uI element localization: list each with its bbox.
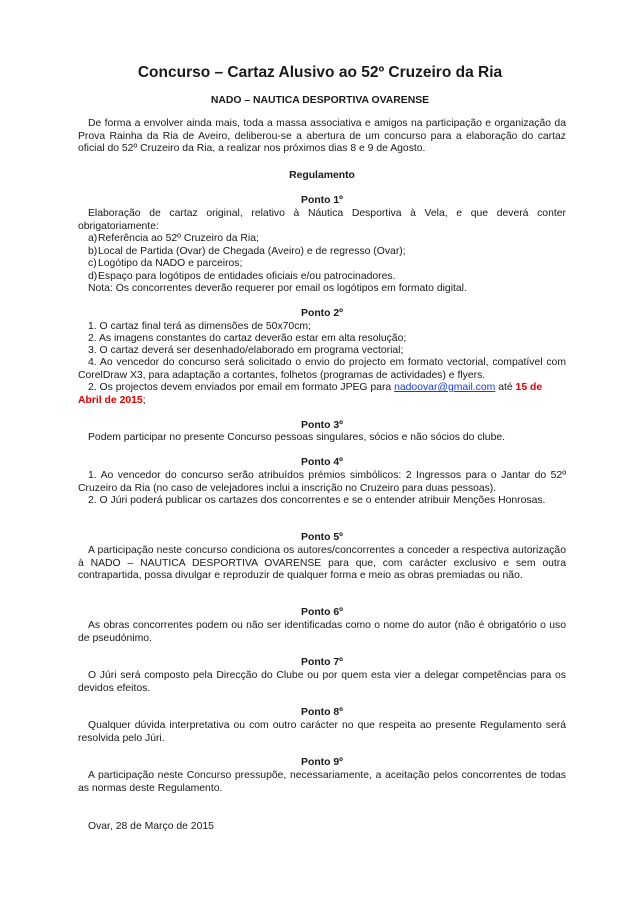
ponto-1-heading: Ponto 1º [301,195,343,206]
deadline-date: 15 de Abril de 2015 [78,382,543,406]
list-item-text: Local de Partida (Ovar) de Chegada (Aveiro) e de regresso (Ovar); [98,245,406,257]
ponto-8-text: Qualquer dúvida interpretativa ou com outro carácter no que respeita ao presente Regulamento será resolvida pelo Júri. [78,720,566,744]
ponto-2-item-3: 3. O cartaz deverá ser desenhado/elaborado em programa vectorial; [88,345,404,356]
list-item-text: Espaço para logótipos de entidades oficiais e/ou patrocinadores. [98,270,396,282]
intro-paragraph: De forma a envolver ainda mais, toda a massa associativa e amigos na participação e organização da Prova Rainha da Ria de Aveiro, deliberou-se a abertura de um concurso para a elaboração do cartaz oficial do 52º Cruzeiro da Ria, a realizar nos próximos dias 8 e 9 de Agosto. [78,118,566,154]
ponto-3-text: Podem participar no presente Concurso pessoas singulares, sócios e não sócios do clube. [88,432,506,443]
list-item-text: Referência ao 52º Cruzeiro da Ria; [98,233,259,244]
ponto-2-item-1: 1. O cartaz final terá as dimensões de 50x70cm; [88,321,311,332]
ponto-5-heading: Ponto 5º [301,532,343,543]
ponto-2-heading: Ponto 2º [301,308,343,319]
list-item [78,233,566,246]
footer-date: Ovar, 28 de Março de 2015 [88,821,214,832]
ponto-2-item-5-text: 2. Os projectos devem enviados por email em formato JPEG para [88,382,395,393]
list-marker: c) [88,258,97,269]
list-item [78,246,566,259]
ponto-9-text: A participação neste Concurso pressupõe, necessariamente, a aceitação pelos concorrentes de todas as normas deste Regulamento. [78,770,566,794]
ponto-4-item-2: 2. O Júri poderá publicar os cartazes dos concorrentes e se o entender atribuir Menções Honrosas. [88,495,546,506]
list-marker: b) [88,245,98,257]
list-item [78,271,566,284]
ponto-7-heading: Ponto 7º [301,657,343,668]
list-marker: d) [88,270,98,282]
ponto-2-item-4: 4. Ao vencedor do concurso será solicitado o envio do projecto em formato vectorial, compatível com CorelDraw X3, para adaptação a cortantes, folhetos (programas de actividades) e flyers. [78,357,566,381]
ponto-2-item-5 [78,382,566,407]
ponto-8-heading: Ponto 8º [301,707,343,718]
ponto-4-heading: Ponto 4º [301,457,343,468]
ponto-6-heading: Ponto 6º [301,607,343,618]
ponto-1-text: Elaboração de cartaz original, relativo à Náutica Desportiva à Vela, e que deverá conter obrigatoriamente: [78,208,566,232]
ponto-6-text: As obras concorrentes podem ou não ser identificadas como o nome do autor (não é obrigatório o uso de pseudónimo. [78,620,566,644]
ponto-1-note: Nota: Os concorrentes deverão requerer por email os logótipos em formato digital. [88,283,467,294]
ponto-2-item-5-connector: até [495,382,516,393]
ponto-4-item-1: 1. Ao vencedor do concurso serão atribuídos prémios simbólicos: 2 Ingressos para o Jantar do 52º Cruzeiro da Ria (no caso de velejadores inclui a inscrição no Cruzeiro para duas pessoas). [78,470,566,494]
ponto-2-item-5-end: ; [142,394,146,406]
list-item [78,258,566,271]
ponto-1-list [78,233,566,283]
list-item-text: Logótipo da NADO e parceiros; [98,258,243,269]
ponto-3-heading: Ponto 3º [301,420,343,431]
ponto-7-text: O Júri será composto pela Direcção do Clube ou por quem esta vier a delegar competências para os devidos efeitos. [78,670,566,694]
document-title: Concurso – Cartaz Alusivo ao 52º Cruzeiro da Ria [137,64,503,81]
list-marker: a) [88,233,98,244]
regulamento-heading: Regulamento [289,170,355,181]
document-subtitle: NADO – NAUTICA DESPORTIVA OVARENSE [210,95,430,106]
ponto-2-item-2: 2. As imagens constantes do cartaz deverão estar em alta resolução; [88,333,407,344]
ponto-9-heading: Ponto 9º [301,757,343,768]
ponto-5-text: A participação neste concurso condiciona os autores/concorrentes a conceder a respectiva autorização à NADO – NAUTICA DESPORTIVA OVARENSE para que, com carácter exclusivo e sem outra contrapartida, possa divulgar e reproduzir de qualquer forma e meio as obras premiadas ou não. [78,545,566,581]
email-link[interactable]: nadoovar@gmail.com [394,382,496,393]
